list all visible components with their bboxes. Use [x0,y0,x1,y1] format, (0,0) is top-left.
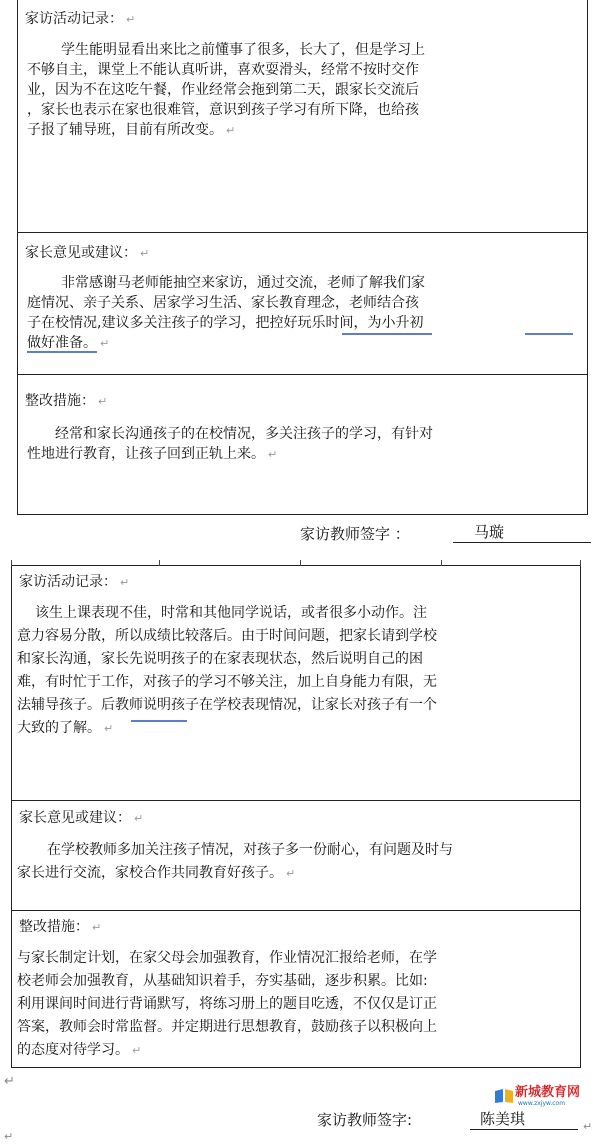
line: 与家长制定计划，在家父母会加强教育，作业情况汇报给老师，在学 [17,950,437,966]
logo-url: www.zxjyw.com [518,1100,566,1107]
paragraph-mark: ↵ [126,13,136,26]
record2-parent-title: 家长意见或建议： ↵ [19,810,144,826]
record1-parent-text [27,273,425,354]
line: 非常感谢马老师能抽空来家访，通过交流，老师了解我们家 [61,275,425,291]
spellcheck-underline [525,333,573,335]
line: 难，有时忙于工作，对孩子的学习不够关注，加上自身能力有限，无 [17,674,437,690]
paragraph-mark: ↵ [583,1120,593,1133]
line: 不够自主，课堂上不能认真听讲，喜欢耍滑头，经常不按时交作 [27,62,419,78]
line: 该生上课表现不佳，时常和其他同学说话，或者很多小动作。注 [35,605,427,621]
line: 和家长沟通，家长先说明孩子的在家表现状态，然后说明自己的困 [17,651,423,667]
record2-signature-underline [470,1129,578,1130]
record2-visit-text [17,602,437,740]
line: 庭情况、亲子关系、居家学习生活、家长教育理念，老师结合孩 [27,295,419,311]
line: 家长进行交流，家校合作共同教育好孩子。 ↵ [17,865,296,881]
column-tick [300,560,301,566]
record2-measures-text [17,947,437,1062]
column-tick [11,560,12,566]
record1-measures-text [27,424,433,465]
record2-visit-title: 家访活动记录： ↵ [19,574,130,590]
line: 做好准备。 ↵ [27,335,110,351]
column-tick [441,560,442,566]
record1-visit-text [27,40,425,141]
paragraph-mark: ↵ [4,1074,15,1089]
record1-visit-title: 家访活动记录： ↵ [25,11,136,27]
line: 业，因为不在这吃午餐，作业经常会拖到第二天，跟家长交流后 [27,82,419,98]
line: 学生能明显看出来比之前懂事了很多，长大了，但是学习上 [61,42,425,58]
line: 意力容易分散，所以成绩比较落后。由于时间问题，把家长请到学校 [17,628,437,644]
site-logo [494,1086,590,1108]
record2-signature-name: 陈美琪 [480,1110,526,1128]
paragraph-mark: ↵ [4,1130,14,1143]
record2-measures-title: 整改措施： ↵ [19,919,102,935]
spellcheck-underline [131,720,187,722]
record1-parent-title: 家长意见或建议： ↵ [25,245,150,261]
record1-signature-label: 家访教师签字 ： [300,525,410,543]
line: 在学校教师多加关注孩子情况，对孩子多一份耐心，有问题及时与 [47,842,453,858]
column-tick [159,560,160,566]
line: 的态度对待学习。 ↵ [17,1042,142,1058]
line: 利用课间时间进行背诵默写，将练习册上的题目吃透，不仅仅是订正 [17,996,437,1012]
line: 答案，教师会时常监督。并定期进行思想教育，鼓励孩子以积极向上 [17,1019,437,1035]
record1-signature-underline [453,542,591,543]
record2-parent-text [17,839,453,885]
line: 性地进行教育，让孩子回到正轨上来。 ↵ [27,446,278,462]
line: 经常和家长沟通孩子的在校情况，多关注孩子的学习，有针对 [55,426,433,442]
record2-signature-label: 家访教师签字: [317,1111,413,1129]
line: 法辅导孩子。后教师说明孩子在学校表现情况，让家长对孩子有一个 [17,697,437,713]
record1-signature-name: 马璇 [474,523,505,541]
column-tick [580,560,581,566]
line: 大致的了解。 ↵ [17,720,114,736]
line: 校老师会加强教育，从基础知识着手，夯实基础，逐步积累。比如: [17,973,428,989]
line: 子在校情况,建议多关注孩子的学习，把控好玩乐时间，为小升初 [27,315,424,331]
record1-measures-title: 整改措施： ↵ [25,393,108,409]
book-icon [494,1088,514,1104]
line: ，家长也表示在家也很难管，意识到孩子学习有所下降，也给孩 [27,102,419,118]
line: 子报了辅导班，目前有所改变。 ↵ [27,122,236,138]
spellcheck-underline [342,333,432,335]
logo-title: 新城教育网 [515,1085,581,1100]
